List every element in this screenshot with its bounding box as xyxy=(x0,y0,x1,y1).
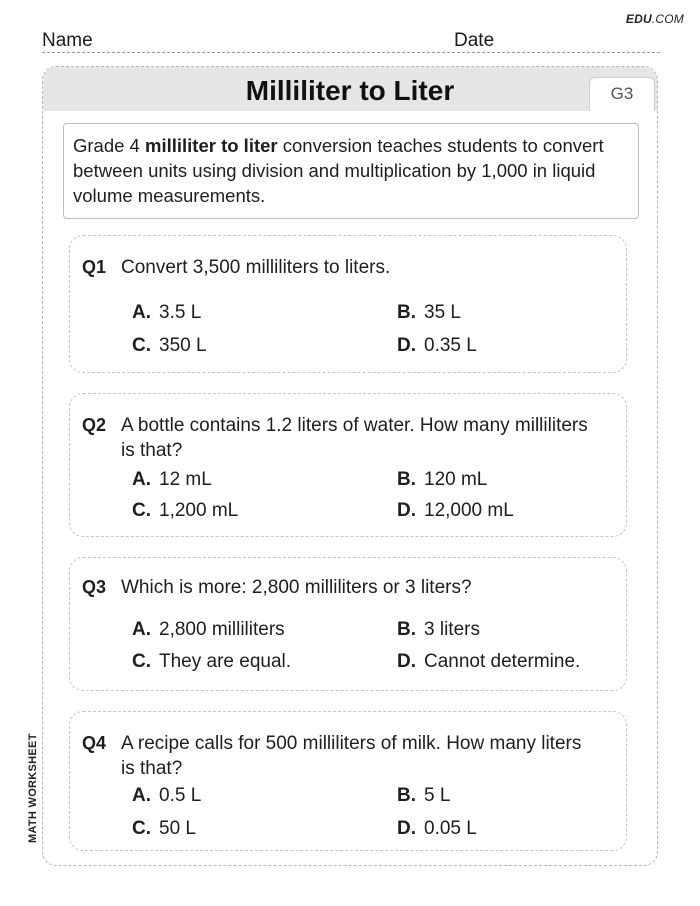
option-b[interactable] xyxy=(397,469,487,491)
option-letter: A. xyxy=(132,619,151,640)
brand-logo-bold: EDU xyxy=(625,12,652,26)
worksheet-card xyxy=(42,66,658,866)
option-text: 350 L xyxy=(159,335,207,356)
intro-suffix: conversion teaches students to convert between units using division and multiplication by 1,000 in liquid volume measurements. xyxy=(73,135,604,206)
question-card-q1 xyxy=(69,235,627,373)
option-c[interactable] xyxy=(132,500,238,522)
option-text: 2,800 milliliters xyxy=(159,619,285,640)
brand-logo xyxy=(626,12,684,26)
option-letter: B. xyxy=(397,785,416,806)
date-label: Date xyxy=(454,30,495,51)
option-b[interactable] xyxy=(397,785,450,807)
option-text: 0.5 L xyxy=(159,785,202,806)
question-text: Convert 3,500 milliliters to liters. xyxy=(121,257,391,278)
option-text: 1,200 mL xyxy=(159,500,239,521)
option-letter: D. xyxy=(397,818,416,839)
option-d[interactable] xyxy=(397,500,514,522)
option-letter: C. xyxy=(132,818,151,839)
option-letter: A. xyxy=(132,785,151,806)
option-a[interactable] xyxy=(132,469,212,491)
option-text: 0.35 L xyxy=(424,335,477,356)
option-b[interactable] xyxy=(397,619,480,641)
option-a[interactable] xyxy=(132,302,201,324)
worksheet-title: Milliliter to Liter xyxy=(245,75,455,106)
option-letter: B. xyxy=(397,302,416,323)
question-number: Q3 xyxy=(82,577,107,597)
intro-bold: milliliter to liter xyxy=(145,135,278,156)
question-number: Q4 xyxy=(82,733,107,753)
option-letter: A. xyxy=(132,302,151,323)
intro-box xyxy=(63,123,639,219)
question-card-q4 xyxy=(69,711,627,851)
option-letter: D. xyxy=(397,651,416,672)
name-date-row xyxy=(42,30,660,54)
option-text: 0.05 L xyxy=(424,818,477,839)
question-text: Which is more: 2,800 milliliters or 3 liters? xyxy=(121,577,472,598)
option-text: 3 liters xyxy=(424,619,480,640)
option-text: 3.5 L xyxy=(159,302,202,323)
side-label: MATH WORKSHEET xyxy=(27,733,39,843)
option-text: 12 mL xyxy=(159,469,212,490)
option-a[interactable] xyxy=(132,785,201,807)
question-number: Q2 xyxy=(82,415,107,435)
brand-logo-suffix: .COM xyxy=(651,12,684,26)
name-date-line xyxy=(42,52,660,53)
question-number: Q1 xyxy=(82,257,107,277)
option-b[interactable] xyxy=(397,302,461,324)
option-letter: D. xyxy=(397,335,416,356)
option-letter: C. xyxy=(132,500,151,521)
option-letter: B. xyxy=(397,469,416,490)
option-text: 5 L xyxy=(424,785,451,806)
option-c[interactable] xyxy=(132,651,291,673)
option-text: 120 mL xyxy=(424,469,488,490)
option-d[interactable] xyxy=(397,335,477,357)
option-d[interactable] xyxy=(397,818,477,840)
option-c[interactable] xyxy=(132,818,196,840)
question-card-q2 xyxy=(69,393,627,537)
option-d[interactable] xyxy=(397,651,580,673)
question-text: A recipe calls for 500 milliliters of milk. How many liters is that? xyxy=(121,733,582,779)
option-text: 12,000 mL xyxy=(424,500,514,521)
option-text: 50 L xyxy=(159,818,196,839)
grade-badge: G3 xyxy=(589,77,655,111)
title-bar xyxy=(43,67,657,111)
option-c[interactable] xyxy=(132,335,207,357)
option-a[interactable] xyxy=(132,619,285,641)
option-text: 35 L xyxy=(424,302,461,323)
option-text: Cannot determine. xyxy=(424,651,581,672)
intro-prefix: Grade 4 xyxy=(73,135,145,156)
name-label: Name xyxy=(42,30,93,51)
option-letter: D. xyxy=(397,500,416,521)
option-letter: C. xyxy=(132,651,151,672)
option-text: They are equal. xyxy=(159,651,292,672)
option-letter: B. xyxy=(397,619,416,640)
question-text: A bottle contains 1.2 liters of water. How many milliliters is that? xyxy=(121,415,588,461)
option-letter: C. xyxy=(132,335,151,356)
question-card-q3 xyxy=(69,557,627,691)
option-letter: A. xyxy=(132,469,151,490)
